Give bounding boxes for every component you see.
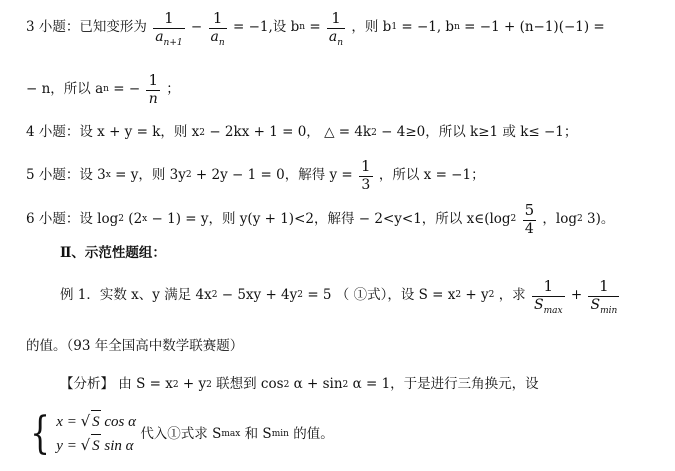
text: 3 小题：已知变形为 [26,18,147,35]
equation-system: { x = √ S cos α y = √ S sin α 代入①式求 Smax 和 Smin 的值。 [30,408,334,460]
example-1: 例 1．实数 x、y 满足 4x2 − 5xy + 4y2 = 5 （ ①式），设 S = x2 + y2 ，求 $\frac{1}{S_{max}}$ + $\frac{1}{S_{min}}$ [60,277,618,316]
example-source: 的值。（93 年全国高中数学联赛题） [26,338,244,354]
line-problem-4: 4 小题：设 x + y = k，则 x2 − 2kx + 1 = 0， △ = 4k2 − 4≥0，所以 k≥1 或 k≤ −1； [26,124,578,140]
fraction: $\frac{1}{a_n}$ [210,9,225,48]
fraction: $\frac{1}{S_{max}}$ [533,277,563,316]
fraction: $\frac{5}{4}$ [524,201,535,237]
line-problem-5: 5 小题：设 3x = y，则 3y2 + 2y − 1 = 0，解得 y = $\frac{1}{3}$ ，所以 x = −1； [26,157,485,193]
system-row-x: x = √ S cos α [56,410,136,434]
line-problem-3-cont: − n，所以 an = − $\frac{1}{n}$ ； [26,71,180,107]
left-brace-icon: { [30,408,50,460]
analysis-line: 【分析】 由 S = x2 + y2 联想到 cos2 α + sin2 α = 1，于是进行三角换元，设 [60,376,539,392]
system-rows [56,410,136,459]
fraction: $\frac{1}{a_{n+1}}$ [155,9,183,48]
system-row-y: y = √ S sin α [56,434,136,458]
line-problem-6: 6 小题：设 log2 (2x − 1) = y，则 y(y + 1)<2，解得 − 2<y<1，所以 x∈(log2 $\frac{5}{4}$ ，log2 3)。 [26,201,615,237]
fraction: $\frac{1}{S_{min}}$ [590,277,618,316]
line-problem-3: 3 小题：已知变形为 $\frac{1}{a_{n+1}}$ − $\frac{1}{a_n}$ = −1,设 bn = $\frac{1}{a_n}$ ，则 b1 = −1, bn = −1 + (n−1)(−1) = [26,9,605,48]
fraction: $\frac{1}{n}$ [148,71,158,107]
section-heading: Ⅱ、示范性题组： [60,245,166,261]
fraction: $\frac{1}{a_n}$ [328,9,344,48]
fraction: $\frac{1}{3}$ [361,157,371,193]
